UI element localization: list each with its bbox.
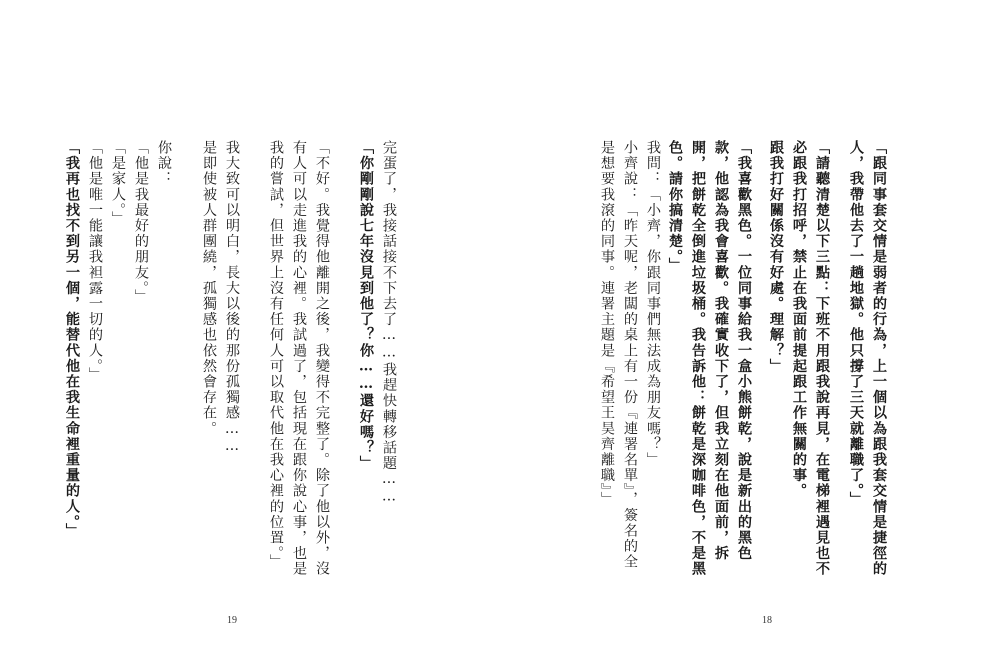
text-column: 必跟我打招呼，禁止在我面前提起跟工作無關的事。 — [791, 140, 807, 499]
right-page — [500, 0, 1000, 659]
text-column: 「我再也找不到另一個，能替代他在我生命裡重量的人。」 — [64, 140, 80, 539]
text-column: 我的嘗試，但世界上沒有任何人可以取代他在我心裡的位置。」 — [268, 140, 284, 570]
text-column: 我問：「小齊，你跟同事們無法成為朋友嗎？」 — [645, 140, 661, 468]
text-column: 「跟同事套交情是弱者的行為，上一個以為跟我套交情是捷徑的 — [871, 140, 887, 577]
text-column: 我大致可以明白，長大以後的那份孤獨感…… — [224, 140, 240, 456]
text-column: 「你剛剛說七年沒見到他了？你……還好嗎？」 — [358, 140, 374, 472]
text-column: 跟我打好關係沒有好處。理解？」 — [768, 140, 784, 374]
text-column: 開，把餅乾全倒進垃圾桶。我告訴他：餅乾是深咖啡色，不是黑 — [690, 140, 706, 577]
text-column: 「他是我最好的朋友。」 — [133, 140, 149, 305]
page-number: 19 — [227, 615, 237, 626]
page-number: 18 — [762, 615, 772, 626]
text-column: 「我喜歡黑色。一位同事給我一盒小熊餅乾，說是新出的黑色 — [736, 140, 752, 562]
text-column: 有人可以走進我的心裡。我試過了，包括現在跟你說心事，也是 — [291, 140, 307, 577]
text-column: 色。請你搞清楚。」 — [667, 140, 683, 274]
text-column: 「不好。我覺得他離開之後，我變得不完整了。除了他以外，沒 — [314, 140, 330, 577]
text-column: 完蛋了，我接話接不下去了……我趕快轉移話題…… — [381, 140, 397, 506]
text-column: 是想要我滾的同事。連署主題是『希望王昊齊離職』」 — [599, 140, 615, 508]
text-column: 「他是唯一能讓我袒露一切的人。」 — [87, 140, 103, 383]
text-column: 小齊說：「昨天呢，老闆的桌上有一份『連署名單』，簽名的全 — [622, 140, 638, 570]
text-column: 「請聽清楚以下三點：下班不用跟我說再見，在電梯裡遇見也不 — [814, 140, 830, 577]
text-column: 「是家人。」 — [110, 140, 126, 227]
text-column: 款，他認為我會喜歡。我確實收下了，但我立刻在他面前，拆 — [713, 140, 729, 562]
text-column: 人，我帶他去了一趟地獄。他只撐了三天就離職了。」 — [848, 140, 864, 508]
text-column: 是即使被人群團繞，孤獨感也依然會存在。 — [201, 140, 217, 437]
text-column: 你說： — [156, 140, 172, 187]
